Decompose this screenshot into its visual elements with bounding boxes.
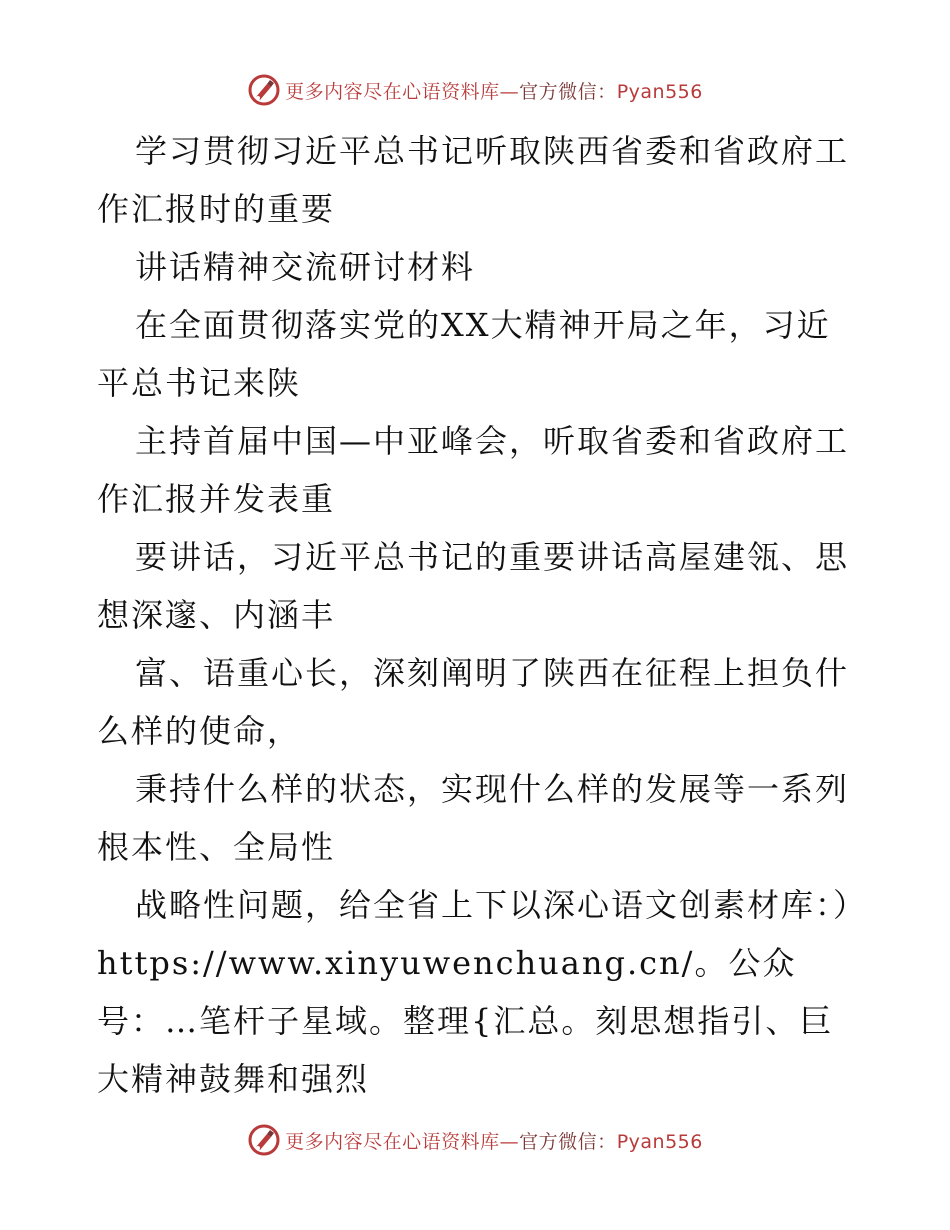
- watermark-main: 更多内容尽在心语资料库: [285, 1130, 500, 1153]
- footer-watermark-banner: [0, 1120, 950, 1160]
- paragraph: 讲话精神交流研讨材料: [135, 248, 476, 286]
- watermark-text: [285, 77, 703, 104]
- paragraph: 战略性问题，给全省上下以深心语文创素材库：）https://www.xinyuwenchuang.cn/。公众号：…笔杆子星域。整理{汇总。刻思想指引、巨大精神鼓舞和强烈: [97, 886, 852, 1098]
- watermark-official: 官方微信：: [519, 1130, 617, 1153]
- document-body: [97, 122, 857, 1108]
- pen-logo-icon: [247, 73, 281, 107]
- paragraph: 秉持什么样的状态，实现什么样的发展等一系列根本性、全局性: [97, 770, 850, 866]
- watermark-text: [285, 1127, 703, 1154]
- header-watermark-banner: [0, 70, 950, 110]
- watermark-dash: —: [499, 80, 520, 103]
- paragraph: 在全面贯彻落实党的XX大精神开局之年，习近平总书记来陕: [97, 306, 831, 402]
- pen-logo-icon: [247, 1123, 281, 1157]
- paragraph: 主持首届中国—中亚峰会，听取省委和省政府工作汇报并发表重: [97, 422, 850, 518]
- paragraph: 学习贯彻习近平总书记听取陕西省委和省政府工作汇报时的重要: [97, 132, 850, 228]
- watermark-wechat-id: Pyan556: [616, 80, 703, 103]
- watermark-official: 官方微信：: [519, 80, 617, 103]
- watermark-main: 更多内容尽在心语资料库: [285, 80, 500, 103]
- watermark-wechat-id: Pyan556: [616, 1130, 703, 1153]
- paragraph: 要讲话，习近平总书记的重要讲话高屋建瓴、思想深邃、内涵丰: [97, 538, 850, 634]
- watermark-dash: —: [499, 1130, 520, 1153]
- paragraph: 富、语重心长，深刻阐明了陕西在征程上担负什么样的使命，: [97, 654, 850, 750]
